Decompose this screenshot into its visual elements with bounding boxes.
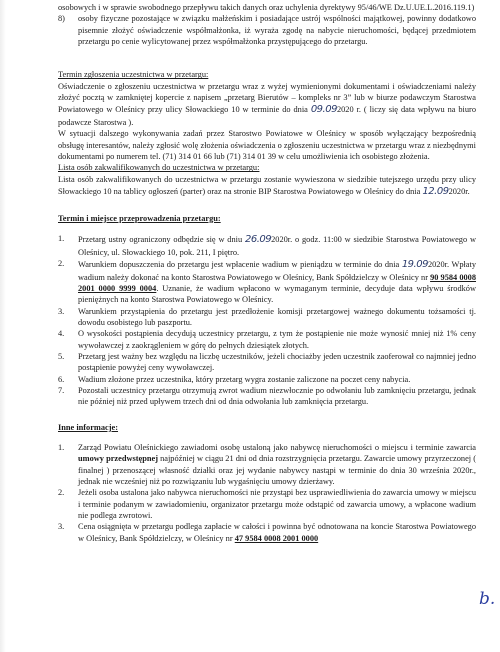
text: Oświadczenie o zgłoszeniu uczestnictwa w przetargu wraz z wyżej wymienionymi dokumentami i oświadczeniami należy złożyć pocztą w zamkniętej kopercie z napisem „przetarg Bierutów – kompleks nr 3” lub w biurze podawczym Starostwa Powiatowego w Oleśnicy przy ulicy Słowackiego 10 w terminie do dnia — [58, 81, 476, 115]
handwritten-margin-mark: b. — [479, 589, 496, 609]
text: Warunkiem przystąpienia do przetargu jest przedłożenie komisji przetargowej ważnego dokumentu tożsamości tj. dowodu osobistego lub paszportu. — [78, 306, 476, 327]
item-number: 2. — [58, 258, 65, 268]
handwritten-date: 09.09 — [310, 104, 337, 116]
text: Wadium złożone przez uczestnika, który przetarg wygra zostanie zaliczone na poczet ceny nabycia. — [78, 374, 411, 384]
text: najpóźniej w ciągu 21 dni od dnia rozstrzygnięcia przetargu. Zawarcie umowy przyrzeczonej ( finalnej ) przenoszącej własność działki oraz jej wydanie nabywcy nastąpi w terminie do dnia 30 września 2020r., jednak nie wcześniej niż po rozwiązaniu lub wygaśnięciu umowy dzierżawy. — [78, 454, 476, 487]
text: 2020r. — [448, 187, 470, 197]
scan-edge — [0, 0, 6, 652]
section-heading-inne: Inne informacje: — [58, 422, 119, 432]
text: 2020 r. ( liczy się data wpływu na biuro podawcze Starostwa ). — [58, 105, 476, 127]
item-number: 8) — [58, 14, 65, 24]
list-item — [58, 521, 476, 544]
list-item — [58, 306, 476, 329]
list-item — [58, 374, 476, 385]
list-item — [58, 233, 476, 258]
item-number: 4. — [58, 329, 65, 339]
text: Cena osiągnięta w przetargu podlega zapłacie w całości i powinna być odnotowana na koncie Starostwa Powiatowego w Oleśnicy, Bank Spółdzielczy, w Oleśnicy nr — [78, 522, 476, 543]
bank-account-number: 47 9584 0008 2001 0000 — [234, 533, 319, 543]
bold-phrase: umowy przedwstępnej — [78, 454, 158, 464]
top-line: osobowych i w sprawie swobodnego przepływu takich danych oraz uchylenia dyrektywy 95/46/WE Dz.U.UE.L.2016.119.1) — [58, 3, 475, 12]
text: Zarząd Powiatu Oleśnickiego zawiadomi osobę ustaloną jako nabywcę nieruchomości o miejscu i terminie zawarcia — [78, 443, 476, 452]
text: 2020r. o godz. 11:00 w siedzibie Starostwa Powiatowego w Oleśnicy, ul. Słowackiego 10, pok. 211, I piętro. — [78, 235, 476, 257]
item-number: 2. — [58, 488, 65, 498]
handwritten-date: 26.09 — [244, 234, 272, 245]
text: Jeżeli osoba ustalona jako nabywca nieruchomości nie przystąpi bez usprawiedliwienia do zawarcia umowy w miejscu i terminie podanym w zawiadomieniu, organizator przetargu może odstąpić od zawarcia umowy, a wpłacone wadium nie podlega zwrotowi. — [78, 488, 476, 521]
text: Pozostali uczestnicy przetargu otrzymują zwrot wadium niezwłocznie po odwołaniu lub zamknięciu przetargu, jednak nie później niż przed upływem trzech dni od dnia odwołania lub zamknięcia przetargu. — [78, 385, 476, 407]
text: Warunkiem dopuszczenia do przetargu jest wpłacenie wadium w pieniądzu w terminie do dnia — [78, 259, 400, 269]
handwritten-date: 19.09 — [401, 258, 428, 270]
item-number: 6. — [58, 374, 65, 384]
item-text: osoby fizyczne pozostające w związku małżeńskim i posiadające ustrój wspólności majątkowej, powinny dodatkowo pisemnie złożyć oświadczenie współmałżonka, iż wyraża zgodę na nabycie nieruchomości, będącej przedmiotem przetargu po cenie wylicytowanej przez współmałżonka przystępującego do przetargu. — [78, 14, 476, 47]
item-number: 5. — [58, 351, 65, 361]
zgloszenia-paragraph-2: W sytuacji dalszego wykonywania zadań przez Starostwo Powiatowe w Oleśnicy w sposób wyłączający bezpośrednią obsługę interesantów, należy zgłosić wolę złożenia oświadczenia o zgłoszeniu uczestnictwa w przetargu wraz z niezbędnymi dokumentami po numerem tel. (71) 314 01 66 lub (71) 314 01 39 w celu umożliwienia ich osobistego złożenia. — [58, 129, 476, 162]
list-item — [58, 328, 476, 351]
zgloszenia-paragraph-1 — [58, 81, 476, 129]
list-item — [58, 385, 476, 408]
lista-paragraph — [58, 174, 476, 199]
text: Przetarg ustny ograniczony odbędzie się w dniu — [78, 235, 243, 244]
item-number: 3. — [58, 306, 65, 316]
document-page — [58, 2, 476, 544]
section-heading-zgloszenia: Termin zgłoszenia uczestnictwa w przetargu: — [58, 70, 209, 80]
item-number: 7. — [58, 385, 65, 395]
bank-account-number: 90 9584 0008 2001 0000 9999 0004 — [78, 272, 477, 293]
list-item — [58, 487, 476, 521]
text: Lista osób zakwalifikowanych do uczestnictwa w przetargu zostanie wywieszona w siedzibie tutejszego urzędu przy ulicy Słowackiego 10 na tablicy ogłoszeń (parter) oraz na stronie BIP Starostwa Powiatowego w Oleśnicy do dnia — [58, 174, 476, 197]
handwritten-date: 12.09 — [422, 186, 449, 198]
list-item-8 — [58, 13, 476, 47]
section-heading-miejsce: Termin i miejsce przeprowadzenia przetargu: — [58, 213, 221, 223]
item-number: 3. — [58, 522, 65, 532]
text: Przetarg jest ważny bez względu na liczbę uczestników, jeżeli chociażby jeden uczestnik zaoferował co najmniej jedno postąpienie powyżej ceny wywoławczej. — [78, 351, 476, 373]
list-item — [58, 258, 476, 306]
text: 2020r. Wpłaty wadium należy dokonać na konto Starostwa Powiatowego w Oleśnicy, Bank Spółdzielczy w Oleśnicy nr — [78, 259, 477, 282]
list-item — [58, 442, 476, 487]
list-item — [58, 351, 476, 374]
text: O wysokości postąpienia decydują uczestnicy przetargu, z tym że postąpienie nie może wynosić mniej niż 1% ceny wywoławczej z zaokrągleniem w górę do pełnych dziesiątek złotych. — [78, 329, 476, 350]
item-number: 1. — [58, 234, 65, 243]
text: . Uznanie, że wadium wpłacono w wymaganym terminie, decyduje data wpływu środków pieniężnych na konto Starostwa Powiatowego w Oleśnicy. — [78, 283, 476, 305]
item-number: 1. — [58, 443, 65, 452]
lista-heading: Lista osób zakwalifikowanych do uczestnictwa w przetargu: — [58, 163, 260, 173]
